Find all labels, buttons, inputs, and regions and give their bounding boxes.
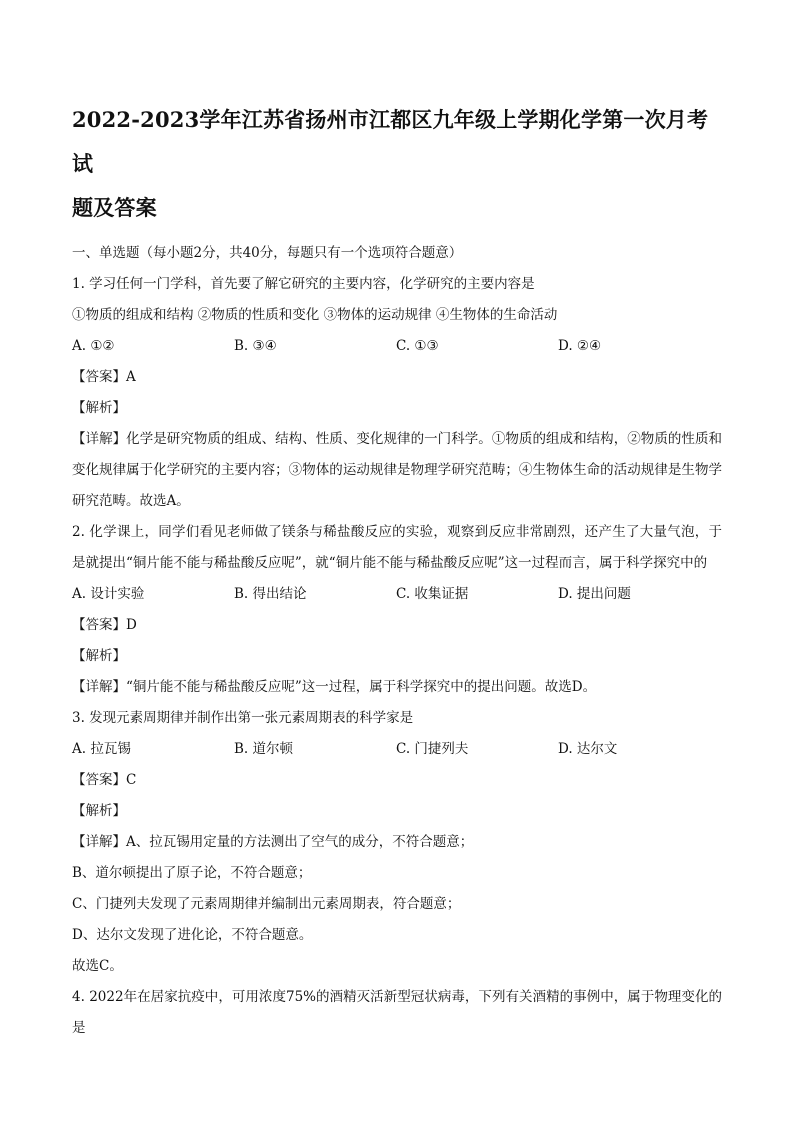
- q2-answer: 【答案】D: [72, 617, 137, 633]
- q3-analysis: 【解析】: [72, 803, 126, 819]
- q1-option-d: D. ②④: [558, 338, 602, 354]
- q3-detail-4: D、达尔文发现了进化论，不符合题意。: [72, 927, 313, 943]
- q3-options: [72, 734, 722, 765]
- section-heading: 一、单选题（每小题2分，共40分，每题只有一个选项符合题意）: [72, 245, 463, 261]
- q3-detail-3: C、门捷列夫发现了元素周期律并编制出元素周期表，符合题意；: [72, 896, 461, 912]
- q2-stem: 2. 化学课上，同学们看见老师做了镁条与稀盐酸反应的实验，观察到反应非常剧烈，还产生了大量气泡，于是就提出“铜片能不能与稀盐酸反应呢”，就“铜片能不能与稀盐酸反应呢”这一过程而言，属于科学探究中的: [72, 524, 722, 571]
- title-line-2: 题及答案: [72, 195, 157, 220]
- q1-stem: 1. 学习任何一门学科，首先要了解它研究的主要内容，化学研究的主要内容是: [72, 276, 535, 292]
- q3-option-c: C. 门捷列夫: [396, 741, 469, 757]
- q2-option-c: C. 收集证据: [396, 586, 469, 602]
- title-line-1: 2022-2023学年江苏省扬州市江都区九年级上学期化学第一次月考试: [72, 107, 709, 176]
- q1-analysis: 【解析】: [72, 400, 126, 416]
- q1-option-a: A. ①②: [72, 338, 115, 354]
- q2-analysis: 【解析】: [72, 648, 126, 664]
- q1-answer: 【答案】A: [72, 369, 136, 385]
- q1-option-b: B. ③④: [234, 338, 277, 354]
- q3-option-d: D. 达尔文: [558, 741, 618, 757]
- q3-detail-5: 故选C。: [72, 958, 123, 974]
- q1-detail: 【详解】化学是研究物质的组成、结构、性质、变化规律的一门科学。①物质的组成和结构，②物质的性质和变化规律属于化学研究的主要内容；③物体的运动规律是物理学研究范畴；④生物体生命的活动规律是生物学研究范畴。故选A。: [72, 431, 722, 509]
- document-title: [72, 98, 722, 230]
- q2-option-d: D. 提出问题: [558, 586, 631, 602]
- q2-option-b: B. 得出结论: [234, 586, 307, 602]
- q3-answer: 【答案】C: [72, 772, 137, 788]
- q2-options: [72, 579, 722, 610]
- q2-detail: 【详解】“铜片能不能与稀盐酸反应呢”这一过程，属于科学探究中的提出问题。故选D。: [72, 679, 597, 695]
- q3-detail-1: 【详解】A、拉瓦锡用定量的方法测出了空气的成分，不符合题意；: [72, 834, 474, 850]
- q1-sub-items: ①物质的组成和结构 ②物质的性质和变化 ③物体的运动规律 ④生物体的生命活动: [72, 307, 558, 323]
- q2-option-a: A. 设计实验: [72, 586, 145, 602]
- q3-stem: 3. 发现元素周期律并制作出第一张元素周期表的科学家是: [72, 710, 414, 726]
- q3-detail-2: B、道尔顿提出了原子论，不符合题意；: [72, 865, 312, 881]
- q1-option-c: C. ①③: [396, 338, 439, 354]
- q4-stem: 4. 2022年在居家抗疫中，可用浓度75%的酒精灭活新型冠状病毒，下列有关酒精的事例中，属于物理变化的是: [72, 989, 722, 1036]
- document-page: [72, 98, 722, 1044]
- q3-option-a: A. 拉瓦锡: [72, 741, 131, 757]
- q3-option-b: B. 道尔顿: [234, 741, 294, 757]
- q1-options: [72, 331, 722, 362]
